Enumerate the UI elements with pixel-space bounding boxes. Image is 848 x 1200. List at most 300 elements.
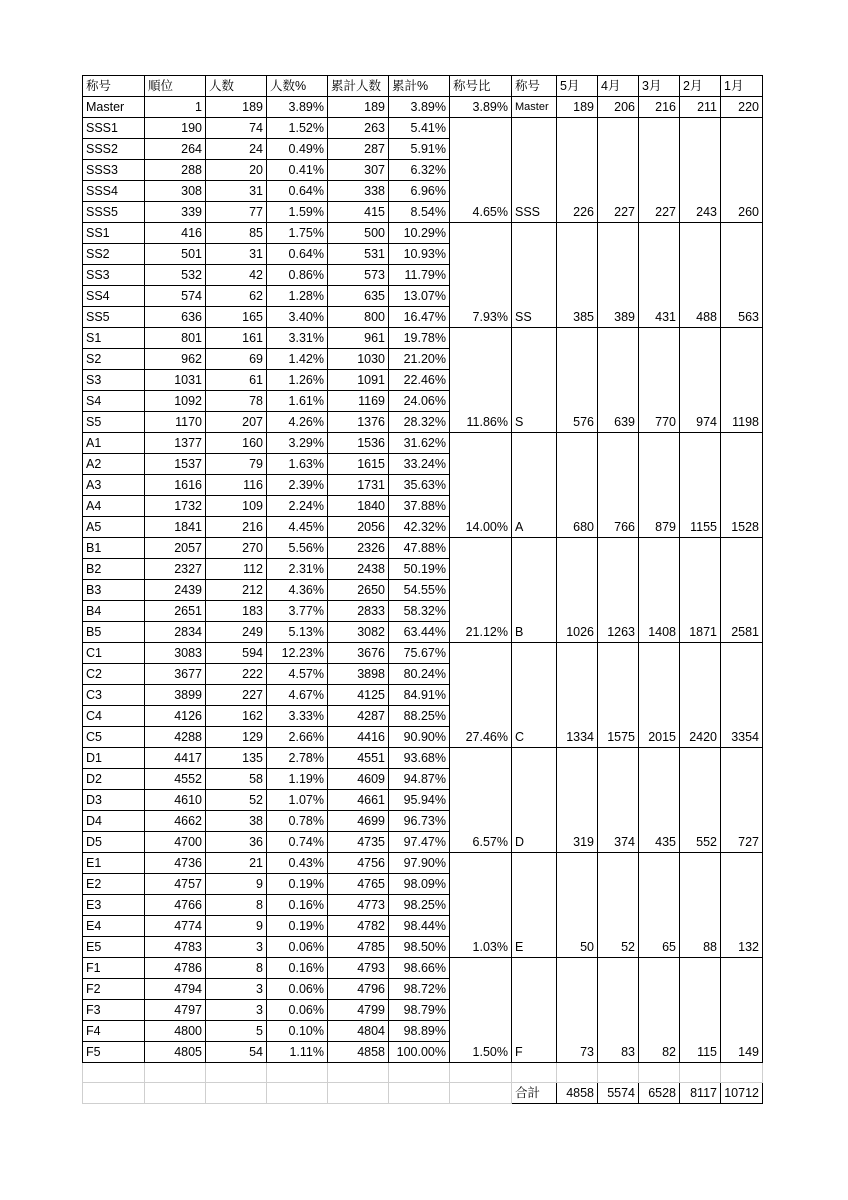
row-pct: 1.19% [267,769,328,790]
header-row [83,76,763,97]
may-value: 189 [557,97,598,118]
group-ratio [450,1021,512,1042]
group-ratio [450,286,512,307]
february-value [680,601,721,622]
row-pct: 0.74% [267,832,328,853]
january-value [721,286,763,307]
january-value: 149 [721,1042,763,1063]
row-count: 109 [206,496,267,517]
may-value [557,580,598,601]
row-cum-pct: 21.20% [389,349,450,370]
may-value [557,433,598,454]
header-count: 人数 [206,76,267,97]
table-row [83,202,763,223]
may-value [557,454,598,475]
february-value [680,139,721,160]
april-value [598,1000,639,1021]
table-row [83,307,763,328]
row-count: 8 [206,895,267,916]
row-count: 249 [206,622,267,643]
row-count: 227 [206,685,267,706]
table-row [83,1042,763,1063]
february-value [680,1000,721,1021]
february-value [680,433,721,454]
group-ratio [450,160,512,181]
row-title: Master [83,97,145,118]
group-name [512,559,557,580]
row-rank: 2834 [145,622,206,643]
row-cum-count: 635 [328,286,389,307]
empty-cell [680,1063,721,1083]
february-value [680,853,721,874]
table-row [83,160,763,181]
may-value [557,181,598,202]
april-value [598,601,639,622]
row-rank: 532 [145,265,206,286]
february-value [680,790,721,811]
march-value [639,790,680,811]
row-count: 112 [206,559,267,580]
table-row [83,181,763,202]
january-value [721,664,763,685]
row-cum-count: 4287 [328,706,389,727]
row-count: 42 [206,265,267,286]
may-value [557,853,598,874]
group-ratio [450,391,512,412]
january-value [721,1000,763,1021]
row-pct: 3.40% [267,307,328,328]
row-pct: 1.61% [267,391,328,412]
february-value [680,181,721,202]
row-cum-count: 4609 [328,769,389,790]
january-value: 1528 [721,517,763,538]
april-value [598,286,639,307]
february-value [680,265,721,286]
row-count: 189 [206,97,267,118]
may-value [557,328,598,349]
row-rank: 1092 [145,391,206,412]
row-rank: 4288 [145,727,206,748]
april-value [598,454,639,475]
row-cum-pct: 94.87% [389,769,450,790]
may-value [557,160,598,181]
april-value [598,118,639,139]
row-rank: 4757 [145,874,206,895]
group-ratio [450,265,512,286]
group-ratio: 7.93% [450,307,512,328]
april-value [598,685,639,706]
february-value [680,769,721,790]
march-value [639,664,680,685]
row-cum-pct: 5.41% [389,118,450,139]
row-rank: 3677 [145,664,206,685]
row-count: 52 [206,790,267,811]
january-value [721,328,763,349]
empty-cell [512,1063,557,1083]
header-february: 2月 [680,76,721,97]
group-ratio: 4.65% [450,202,512,223]
row-rank: 4126 [145,706,206,727]
group-name [512,895,557,916]
january-value [721,811,763,832]
row-count: 31 [206,244,267,265]
row-title: E1 [83,853,145,874]
group-name [512,643,557,664]
march-value [639,391,680,412]
group-ratio [450,433,512,454]
february-value [680,475,721,496]
table-row [83,1021,763,1042]
january-value: 563 [721,307,763,328]
row-pct: 1.75% [267,223,328,244]
row-title: E2 [83,874,145,895]
row-rank: 501 [145,244,206,265]
row-cum-pct: 97.90% [389,853,450,874]
row-cum-count: 263 [328,118,389,139]
row-pct: 0.41% [267,160,328,181]
january-value [721,769,763,790]
january-value [721,580,763,601]
april-value [598,475,639,496]
group-name [512,853,557,874]
row-pct: 0.49% [267,139,328,160]
row-cum-pct: 98.50% [389,937,450,958]
table-row [83,958,763,979]
row-title: S3 [83,370,145,391]
row-count: 212 [206,580,267,601]
row-rank: 4736 [145,853,206,874]
table-row [83,265,763,286]
row-pct: 2.31% [267,559,328,580]
april-value [598,1021,639,1042]
row-pct: 0.43% [267,853,328,874]
april-value [598,559,639,580]
row-cum-pct: 93.68% [389,748,450,769]
row-cum-count: 415 [328,202,389,223]
group-ratio: 1.50% [450,1042,512,1063]
row-count: 3 [206,937,267,958]
january-value [721,160,763,181]
header-march: 3月 [639,76,680,97]
row-cum-count: 1169 [328,391,389,412]
january-value [721,265,763,286]
group-ratio [450,958,512,979]
table-row [83,391,763,412]
row-cum-pct: 97.47% [389,832,450,853]
header-title: 称号 [83,76,145,97]
march-value [639,685,680,706]
january-value: 132 [721,937,763,958]
group-name [512,748,557,769]
row-cum-count: 1615 [328,454,389,475]
row-cum-count: 2650 [328,580,389,601]
row-title: SSS4 [83,181,145,202]
january-value: 220 [721,97,763,118]
group-name [512,790,557,811]
group-ratio [450,790,512,811]
may-value [557,979,598,1000]
row-pct: 4.26% [267,412,328,433]
empty-cell [145,1063,206,1083]
header-january: 1月 [721,76,763,97]
march-value: 879 [639,517,680,538]
row-cum-pct: 98.44% [389,916,450,937]
february-value [680,916,721,937]
march-value [639,601,680,622]
march-value [639,370,680,391]
row-rank: 574 [145,286,206,307]
header-group: 称号 [512,76,557,97]
march-value [639,979,680,1000]
january-value [721,1021,763,1042]
february-value: 488 [680,307,721,328]
empty-cell [557,1063,598,1083]
row-cum-count: 4661 [328,790,389,811]
row-pct: 3.31% [267,328,328,349]
group-ratio [450,811,512,832]
april-value [598,580,639,601]
march-value: 1408 [639,622,680,643]
row-rank: 1732 [145,496,206,517]
row-count: 5 [206,1021,267,1042]
row-title: A1 [83,433,145,454]
february-value [680,244,721,265]
row-title: E3 [83,895,145,916]
row-cum-pct: 95.94% [389,790,450,811]
february-value [680,391,721,412]
empty-cell [328,1063,389,1083]
group-ratio: 3.89% [450,97,512,118]
row-cum-pct: 63.44% [389,622,450,643]
row-rank: 1616 [145,475,206,496]
row-cum-pct: 50.19% [389,559,450,580]
may-value: 1334 [557,727,598,748]
row-count: 61 [206,370,267,391]
row-count: 78 [206,391,267,412]
row-cum-count: 1030 [328,349,389,370]
april-value [598,790,639,811]
row-count: 85 [206,223,267,244]
row-rank: 2327 [145,559,206,580]
february-value: 2420 [680,727,721,748]
row-pct: 2.24% [267,496,328,517]
group-name [512,265,557,286]
row-cum-count: 800 [328,307,389,328]
row-count: 3 [206,1000,267,1021]
table-row [83,664,763,685]
group-ratio [450,538,512,559]
table-row [83,286,763,307]
row-count: 129 [206,727,267,748]
row-rank: 288 [145,160,206,181]
march-value [639,706,680,727]
group-name [512,433,557,454]
may-value: 50 [557,937,598,958]
group-name [512,496,557,517]
table-row [83,685,763,706]
group-name [512,916,557,937]
row-title: SS2 [83,244,145,265]
row-cum-pct: 10.93% [389,244,450,265]
may-value: 1026 [557,622,598,643]
row-cum-pct: 80.24% [389,664,450,685]
group-name [512,328,557,349]
table-row [83,244,763,265]
january-value [721,853,763,874]
total-january: 10712 [721,1083,763,1104]
row-pct: 0.19% [267,916,328,937]
row-count: 594 [206,643,267,664]
february-value [680,706,721,727]
april-value: 52 [598,937,639,958]
row-title: D3 [83,790,145,811]
may-value [557,916,598,937]
february-value: 1871 [680,622,721,643]
group-name [512,769,557,790]
january-value [721,433,763,454]
row-count: 135 [206,748,267,769]
row-pct: 5.56% [267,538,328,559]
group-ratio [450,454,512,475]
row-cum-pct: 6.32% [389,160,450,181]
row-pct: 1.11% [267,1042,328,1063]
row-rank: 2057 [145,538,206,559]
may-value [557,790,598,811]
march-value: 2015 [639,727,680,748]
may-value: 576 [557,412,598,433]
row-pct: 0.64% [267,244,328,265]
empty-cell [389,1083,450,1104]
empty-cell [450,1063,512,1083]
row-cum-pct: 6.96% [389,181,450,202]
row-cum-count: 3676 [328,643,389,664]
april-value [598,979,639,1000]
row-rank: 4794 [145,979,206,1000]
january-value [721,391,763,412]
group-name [512,979,557,1000]
group-name: F [512,1042,557,1063]
group-ratio [450,559,512,580]
table-row [83,1000,763,1021]
table-row [83,349,763,370]
table-row [83,580,763,601]
row-count: 77 [206,202,267,223]
april-value [598,916,639,937]
total-march: 6528 [639,1083,680,1104]
march-value [639,1000,680,1021]
row-cum-count: 338 [328,181,389,202]
row-count: 58 [206,769,267,790]
table-row [83,916,763,937]
january-value [721,706,763,727]
header-group-ratio: 称号比 [450,76,512,97]
group-ratio [450,580,512,601]
row-count: 62 [206,286,267,307]
group-ratio: 14.00% [450,517,512,538]
group-ratio [450,916,512,937]
row-rank: 4662 [145,811,206,832]
row-pct: 5.13% [267,622,328,643]
group-name [512,475,557,496]
april-value [598,958,639,979]
row-rank: 4786 [145,958,206,979]
row-title: C2 [83,664,145,685]
row-cum-pct: 3.89% [389,97,450,118]
group-name [512,538,557,559]
table-row [83,643,763,664]
row-cum-pct: 22.46% [389,370,450,391]
may-value [557,601,598,622]
row-cum-count: 961 [328,328,389,349]
group-ratio: 11.86% [450,412,512,433]
row-cum-pct: 42.32% [389,517,450,538]
february-value [680,370,721,391]
table-row [83,769,763,790]
may-value: 319 [557,832,598,853]
april-value [598,370,639,391]
march-value [639,811,680,832]
row-rank: 3083 [145,643,206,664]
april-value [598,328,639,349]
table-row [83,748,763,769]
row-cum-count: 4782 [328,916,389,937]
march-value [639,139,680,160]
group-ratio [450,706,512,727]
february-value: 243 [680,202,721,223]
group-name: A [512,517,557,538]
group-ratio [450,979,512,1000]
january-value [721,643,763,664]
row-title: F2 [83,979,145,1000]
row-cum-count: 2833 [328,601,389,622]
empty-cell [328,1083,389,1104]
row-pct: 4.57% [267,664,328,685]
april-value [598,664,639,685]
group-name [512,664,557,685]
april-value: 227 [598,202,639,223]
row-count: 20 [206,160,267,181]
march-value [639,853,680,874]
row-cum-count: 4793 [328,958,389,979]
march-value [639,748,680,769]
january-value [721,475,763,496]
march-value [639,181,680,202]
january-value [721,958,763,979]
february-value [680,580,721,601]
row-cum-count: 1536 [328,433,389,454]
row-pct: 12.23% [267,643,328,664]
table-row [83,832,763,853]
empty-cell [206,1083,267,1104]
empty-cell [206,1063,267,1083]
row-title: SS4 [83,286,145,307]
group-ratio [450,874,512,895]
row-cum-pct: 8.54% [389,202,450,223]
may-value [557,391,598,412]
row-title: C5 [83,727,145,748]
row-rank: 1841 [145,517,206,538]
row-pct: 1.42% [267,349,328,370]
march-value: 435 [639,832,680,853]
may-value [557,223,598,244]
row-rank: 4417 [145,748,206,769]
header-pct: 人数% [267,76,328,97]
row-title: C3 [83,685,145,706]
group-ratio [450,349,512,370]
empty-cell [83,1063,145,1083]
january-value [721,895,763,916]
group-name [512,685,557,706]
